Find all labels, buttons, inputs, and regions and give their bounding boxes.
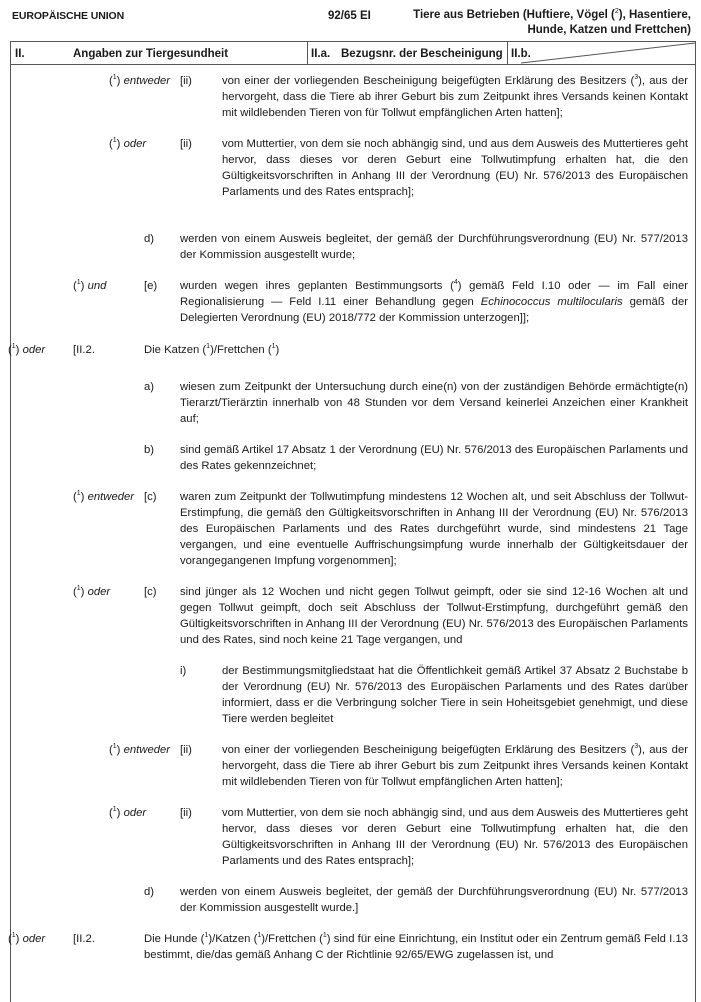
item-marker: [ii) <box>180 75 192 87</box>
item-marker: d) <box>144 233 155 245</box>
section-title: Angaben zur Tiergesundheit <box>73 48 229 60</box>
option-label: ($^1$) und <box>73 279 107 292</box>
certificate-frame <box>10 41 696 1002</box>
iib-label: II.b. <box>511 48 531 60</box>
reference-label: II.a. <box>311 48 331 60</box>
option-label: ($^1$) oder <box>109 137 147 150</box>
option-label: ($^1$) oder <box>8 343 46 356</box>
section-header-row <box>11 42 695 65</box>
clause-heading: Die Katzen ($^1$)/Frettchen ($^1$) <box>144 343 280 356</box>
item-marker: a) <box>144 381 155 393</box>
item-marker: i) <box>180 665 187 677</box>
option-label: ($^1$) entweder <box>109 74 171 87</box>
item-marker: [c) <box>144 491 157 503</box>
column-divider <box>307 42 308 64</box>
item-marker: [II.2. <box>73 933 95 945</box>
clause-text: wurden wegen ihres geplanten Bestimmungsorts ($^4$) gemäß Feld I.10 oder — im Fall einer Regionalisierung — Feld I.11 einer Behandlung gegen Echinococcus multilocularis gemäß der Delegierten Verordnung (EU) 2018/772 der Kommission unterzogen]]; <box>180 279 688 324</box>
clause-text: vom Muttertier, von dem sie noch abhängig sind, und aus dem Ausweis des Muttertieres geht hervor, dass dieses vor deren Geburt eine Tollwutimpfung erhalten hat, die den Gültigkeitsvorschriften in Anhang III der Verordnung (EU) Nr. 576/2013 des Europäischen Parlaments und des Rates entsprach]; <box>222 138 688 198</box>
item-marker: [e) <box>144 280 158 292</box>
item-marker: d) <box>144 886 155 898</box>
clause-text: vom Muttertier, von dem sie noch abhängig sind, und aus dem Ausweis des Muttertieres geht hervor, dass dieses vor deren Geburt eine Tollwutimpfung erhalten hat, die den Gültigkeitsvorschriften in Anhang III der Verordnung (EU) Nr. 576/2013 des Europäischen Parlaments und des Rates entsprach]; <box>222 807 688 867</box>
item-marker: [II.2. <box>73 344 95 356</box>
reference-title: Bezugsnr. der Bescheinigung <box>341 48 503 60</box>
option-label: ($^1$) entweder <box>109 743 171 756</box>
clause-text: der Bestimmungsmitgliedstaat hat die Öffentlichkeit gemäß Artikel 37 Absatz 2 Buchstabe b der Verordnung (EU) Nr. 576/2013 des Europäischen Parlaments und des Rates darüber informiert, dass er die Verbringung solcher Tiere in sein Hoheitsgebiet genehmigt, und diese Tiere werden begleitet <box>222 665 688 725</box>
clause-text: wiesen zum Zeitpunkt der Untersuchung durch eine(n) von der zuständigen Behörde ermächtigte(n) Tierarzt/Tierärztin innerhalb von 48 Stunden vor dem Versand keinerlei Anzeichen einer Krankheit auf; <box>180 381 688 425</box>
item-marker: [ii) <box>180 138 192 150</box>
item-marker: b) <box>144 444 155 456</box>
issuer-label: EUROPÄISCHE UNION <box>12 10 125 22</box>
clause-text: von einer der vorliegenden Bescheinigung beigefügten Erklärung des Besitzers ($^3$), aus der hervorgeht, dass die Tiere ab ihrer Geburt bis zum Zeitpunkt ihres Versands keinen Kontakt mit wildlebenden Tieren von für Tollwut empfänglichen Arten hatten]; <box>222 74 688 119</box>
item-marker: [c) <box>144 586 157 598</box>
option-label: ($^1$) entweder <box>73 490 135 503</box>
option-label: ($^1$) oder <box>109 806 147 819</box>
cross-out-diagonal <box>521 42 695 64</box>
clause-text: werden von einem Ausweis begleitet, der gemäß der Durchführungsverordnung (EU) Nr. 577/2013 der Kommission ausgestellt wurde.] <box>180 886 688 914</box>
clause-text: werden von einem Ausweis begleitet, der gemäß der Durchführungsverordnung (EU) Nr. 577/2013 der Kommission ausgestellt wurde; <box>180 233 688 261</box>
option-label: ($^1$) oder <box>73 585 111 598</box>
option-label: ($^1$) oder <box>8 932 46 945</box>
section-number: II. <box>15 48 25 60</box>
clause-text: sind jünger als 12 Wochen und nicht gegen Tollwut geimpft, oder sie sind 12-16 Wochen alt und gegen Tollwut geimpft, doch seit Abschluss der Tollwut-Erstimpfung, durchgeführt gemäß den Gültigkeitsvorschriften in Anhang III der Verordnung (EU) Nr. 576/2013 des Europäischen Parlaments und des Rates, sind noch keine 21 Tage vergangen, und <box>180 586 688 646</box>
clause-text: sind gemäß Artikel 17 Absatz 1 der Verordnung (EU) Nr. 576/2013 des Europäischen Parlaments und des Rates gekennzeichnet; <box>180 444 688 472</box>
clause-text: waren zum Zeitpunkt der Tollwutimpfung mindestens 12 Wochen alt, und seit Abschluss der Tollwut-Erstimpfung, die gemäß den Gültigkeitsvorschriften in Anhang III der Verordnung (EU) Nr. 576/2013 des Europäischen Parlaments und des Rates durchgeführt wurde, sind mindestens 21 Tage vergangen, und eine eventuelle Auffrischungsimpfung wurde innerhalb der Gültigkeitsdauer der vorangegangenen Impfung vorgenommen]; <box>180 491 688 567</box>
certificate-code: 92/65 EI <box>328 10 371 22</box>
item-marker: [ii) <box>180 807 192 819</box>
certificate-title: Tiere aus Betrieben (Huftiere, Vögel ($^2$), Hasentiere, Hunde, Katzen und Frettchen) <box>413 8 691 36</box>
clause-text: von einer der vorliegenden Bescheinigung beigefügten Erklärung des Besitzers ($^3$), aus der hervorgeht, dass die Tiere ab ihrer Geburt bis zum Zeitpunkt ihres Versands keinen Kontakt mit wildlebenden Tieren von für Tollwut empfänglichen Arten hatten]; <box>222 743 688 788</box>
item-marker: [ii) <box>180 744 192 756</box>
document-header <box>0 0 701 42</box>
clause-heading: Die Hunde ($^1$)/Katzen ($^1$)/Frettchen ($^1$) sind für eine Einrichtung, ein Institut oder ein Zentrum gemäß Feld I.13 bestimmt, die/das gemäß Anhang C der Richtlinie 92/65/EWG zugelassen ist, und <box>144 932 688 961</box>
column-divider <box>507 42 508 64</box>
